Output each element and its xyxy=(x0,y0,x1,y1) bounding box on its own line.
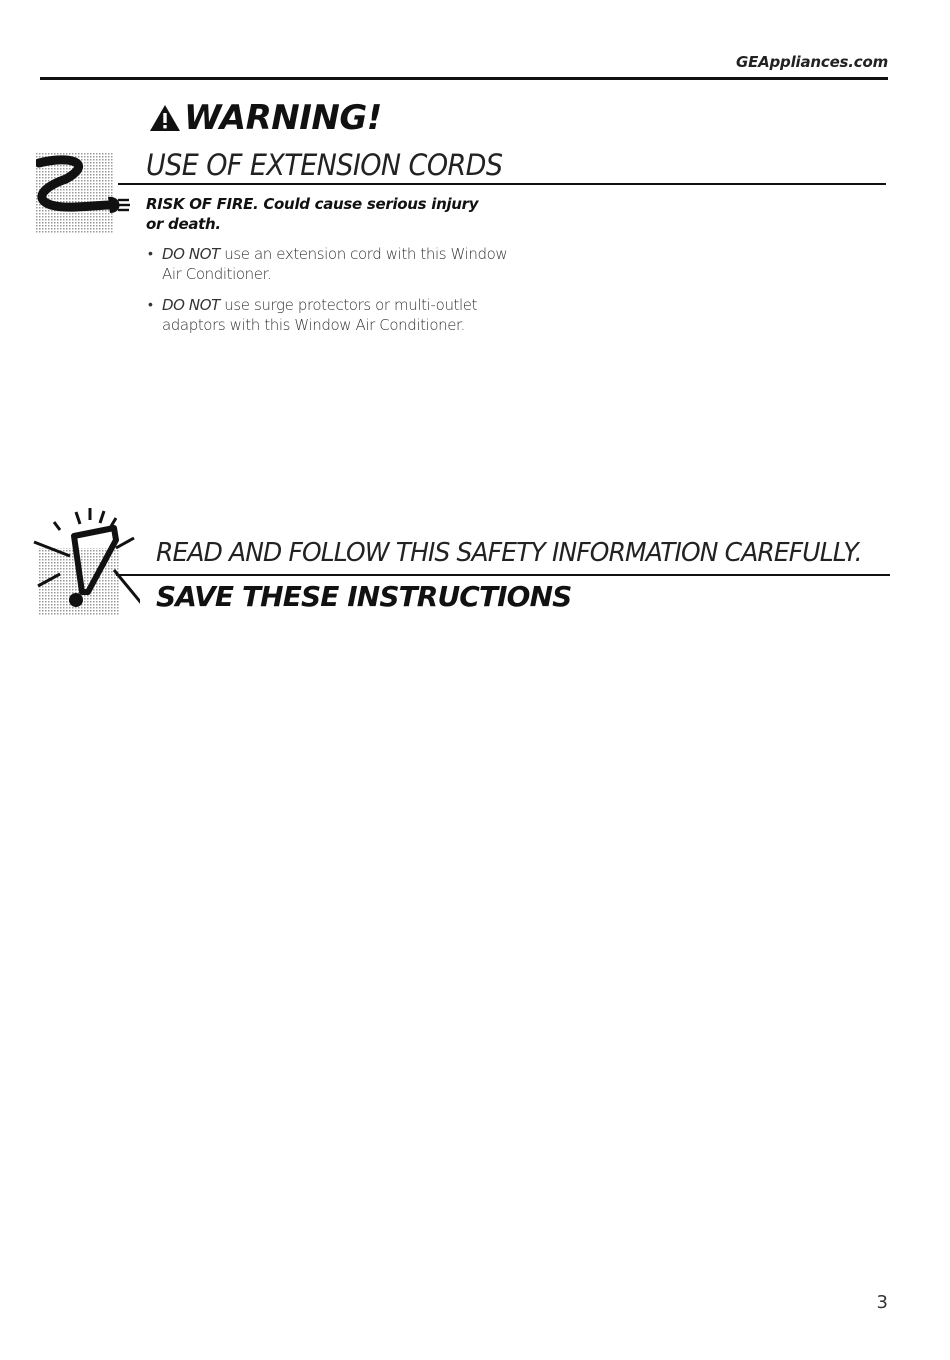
extension-cord-icon xyxy=(36,153,131,235)
alert-exclamation-icon xyxy=(30,508,140,618)
extension-cord-rules xyxy=(148,244,508,346)
list-item xyxy=(148,295,508,335)
section-rule xyxy=(118,183,886,185)
warning-title xyxy=(148,98,382,138)
rule-text: use surge protectors or multi-outlet adaptors with this Window Air Conditioner. xyxy=(162,296,478,334)
safety-rule xyxy=(116,574,890,576)
save-instructions-heading: SAVE THESE INSTRUCTIONS xyxy=(156,580,572,613)
section-heading-extension-cords: USE OF EXTENSION CORDS xyxy=(146,148,503,182)
rule-text: use an extension cord with this Window Air Conditioner. xyxy=(162,245,508,283)
site-url: GEAppliances.com xyxy=(735,53,888,71)
bullet-icon: • xyxy=(148,246,153,262)
header-rule xyxy=(40,77,888,80)
page-number: 3 xyxy=(876,1292,888,1313)
safety-heading: READ AND FOLLOW THIS SAFETY INFORMATION CAREFULLY. xyxy=(156,538,862,568)
list-item xyxy=(148,244,508,284)
do-not-emphasis: DO NOT xyxy=(162,296,220,314)
warning-triangle-icon xyxy=(148,103,182,133)
bullet-icon: • xyxy=(148,297,153,313)
do-not-emphasis: DO NOT xyxy=(162,245,220,263)
warning-title-text: WARNING! xyxy=(184,98,382,138)
risk-statement: RISK OF FIRE. Could cause serious injury or death. xyxy=(146,195,479,233)
